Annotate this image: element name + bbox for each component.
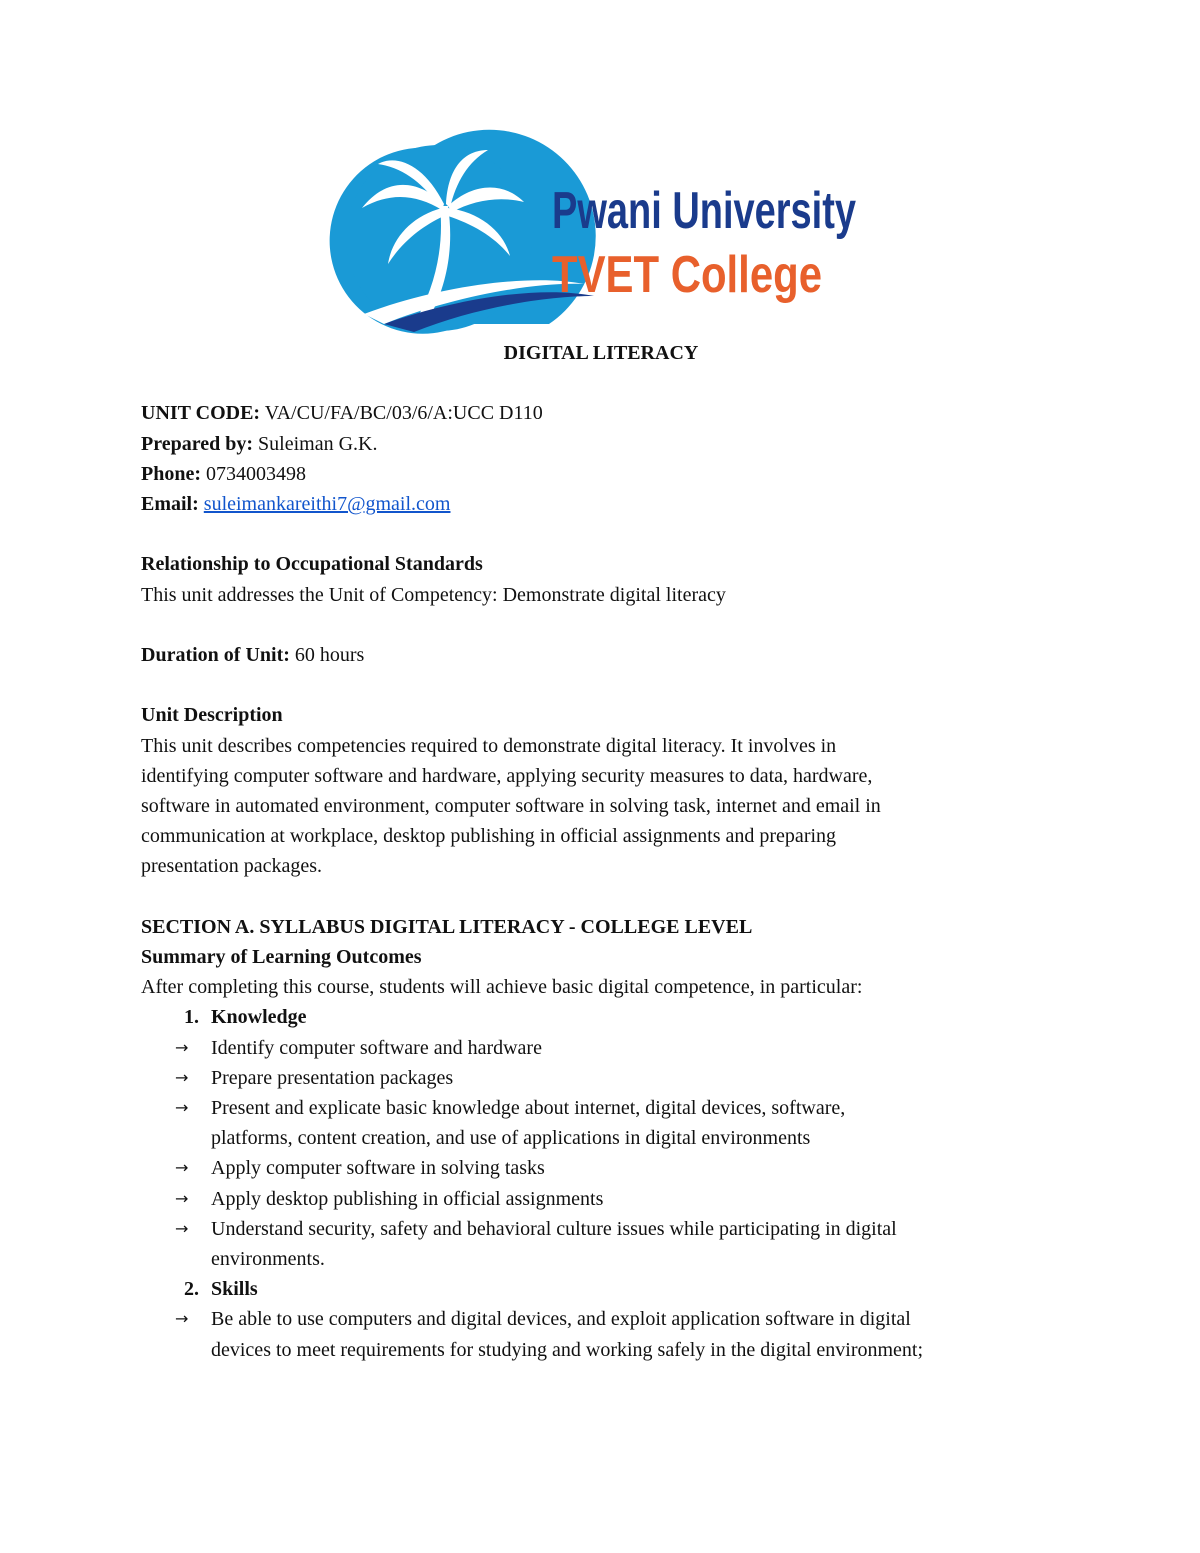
university-logo	[344, 146, 864, 336]
document-body	[141, 338, 1061, 1365]
arrow-icon: →	[175, 1309, 189, 1329]
numbered-item-knowledge	[141, 1002, 1061, 1032]
list-item	[141, 1063, 1061, 1093]
duration-line	[141, 640, 1061, 670]
unit-code-label: UNIT CODE:	[141, 402, 261, 425]
relationship-text: This unit addresses the Unit of Competency: Demonstrate digital literacy	[141, 583, 726, 606]
list-item-line: Prepare presentation packages	[211, 1066, 454, 1089]
description-line: This unit describes competencies required to demonstrate digital literacy. It involves in	[141, 734, 837, 757]
list-item	[141, 1093, 1061, 1153]
list-item-line: devices to meet requirements for studying and working safely in the digital environment;	[211, 1338, 924, 1361]
skills-list	[141, 1304, 1061, 1364]
list-item-line: Apply desktop publishing in official assignments	[211, 1187, 604, 1210]
list-item-line: Be able to use computers and digital devices, and exploit application software in digital	[211, 1308, 911, 1331]
description-line: identifying computer software and hardware, applying security measures to data, hardware,	[141, 764, 873, 787]
arrow-icon: →	[175, 1218, 189, 1238]
arrow-icon: →	[175, 1037, 189, 1057]
list-item	[141, 1153, 1061, 1183]
phone-label: Phone:	[141, 462, 201, 485]
email-label: Email:	[141, 493, 199, 515]
list-item-line: environments.	[211, 1248, 325, 1271]
numbered-item-skills	[141, 1274, 1061, 1304]
arrow-icon: →	[175, 1067, 189, 1087]
learning-outcomes-intro: After completing this course, students will achieve basic digital competence, in particular:	[141, 976, 863, 999]
item-title: Knowledge	[211, 1006, 307, 1029]
logo-line1: Pwani University	[552, 182, 857, 240]
item-number: 2.	[184, 1278, 199, 1301]
description-paragraph	[141, 731, 1061, 882]
item-title: Skills	[211, 1278, 258, 1301]
duration-label: Duration of Unit:	[141, 643, 290, 666]
list-item-line: platforms, content creation, and use of applications in digital environments	[211, 1127, 811, 1150]
list-item	[141, 1304, 1061, 1364]
prepared-by-value: Suleiman G.K.	[253, 432, 378, 455]
page-title: DIGITAL LITERACY	[503, 342, 699, 364]
list-item	[141, 1033, 1061, 1063]
list-item	[141, 1184, 1061, 1214]
arrow-icon: →	[175, 1098, 189, 1117]
duration-value: 60 hours	[289, 643, 365, 666]
phone-value: 0734003498	[201, 462, 306, 485]
email-line	[141, 489, 1061, 519]
list-item	[141, 1214, 1061, 1274]
phone-line	[141, 459, 1061, 489]
prepared-by-label: Prepared by:	[141, 432, 254, 455]
item-number: 1.	[184, 1006, 199, 1029]
arrow-icon: →	[175, 1158, 189, 1178]
list-item-line: Apply computer software in solving tasks	[211, 1157, 545, 1180]
relationship-heading: Relationship to Occupational Standards	[141, 553, 483, 576]
learning-outcomes-heading: Summary of Learning Outcomes	[141, 945, 422, 968]
list-item-line: Understand security, safety and behavioral culture issues while participating in digital	[211, 1217, 897, 1240]
description-heading: Unit Description	[141, 704, 283, 727]
knowledge-list	[141, 1033, 1061, 1275]
description-line: communication at workplace, desktop publishing in official assignments and preparing	[141, 825, 837, 848]
description-line: presentation packages.	[141, 855, 323, 878]
section-a-heading: SECTION A. SYLLABUS DIGITAL LITERACY - COLLEGE LEVEL	[141, 915, 753, 938]
arrow-icon: →	[175, 1188, 189, 1208]
email-link[interactable]: suleimankareithi7@gmail.com	[203, 493, 451, 515]
unit-code-value: VA/CU/FA/BC/03/6/A:UCC D110	[260, 402, 543, 425]
prepared-by-line	[141, 429, 1061, 459]
logo-line2: TVET College	[552, 246, 822, 304]
unit-code-line	[141, 398, 1061, 428]
list-item-line: Present and explicate basic knowledge about internet, digital devices, software,	[211, 1097, 846, 1119]
description-line: software in automated environment, computer software in solving task, internet and email in	[141, 794, 881, 817]
list-item-line: Identify computer software and hardware	[211, 1036, 542, 1059]
